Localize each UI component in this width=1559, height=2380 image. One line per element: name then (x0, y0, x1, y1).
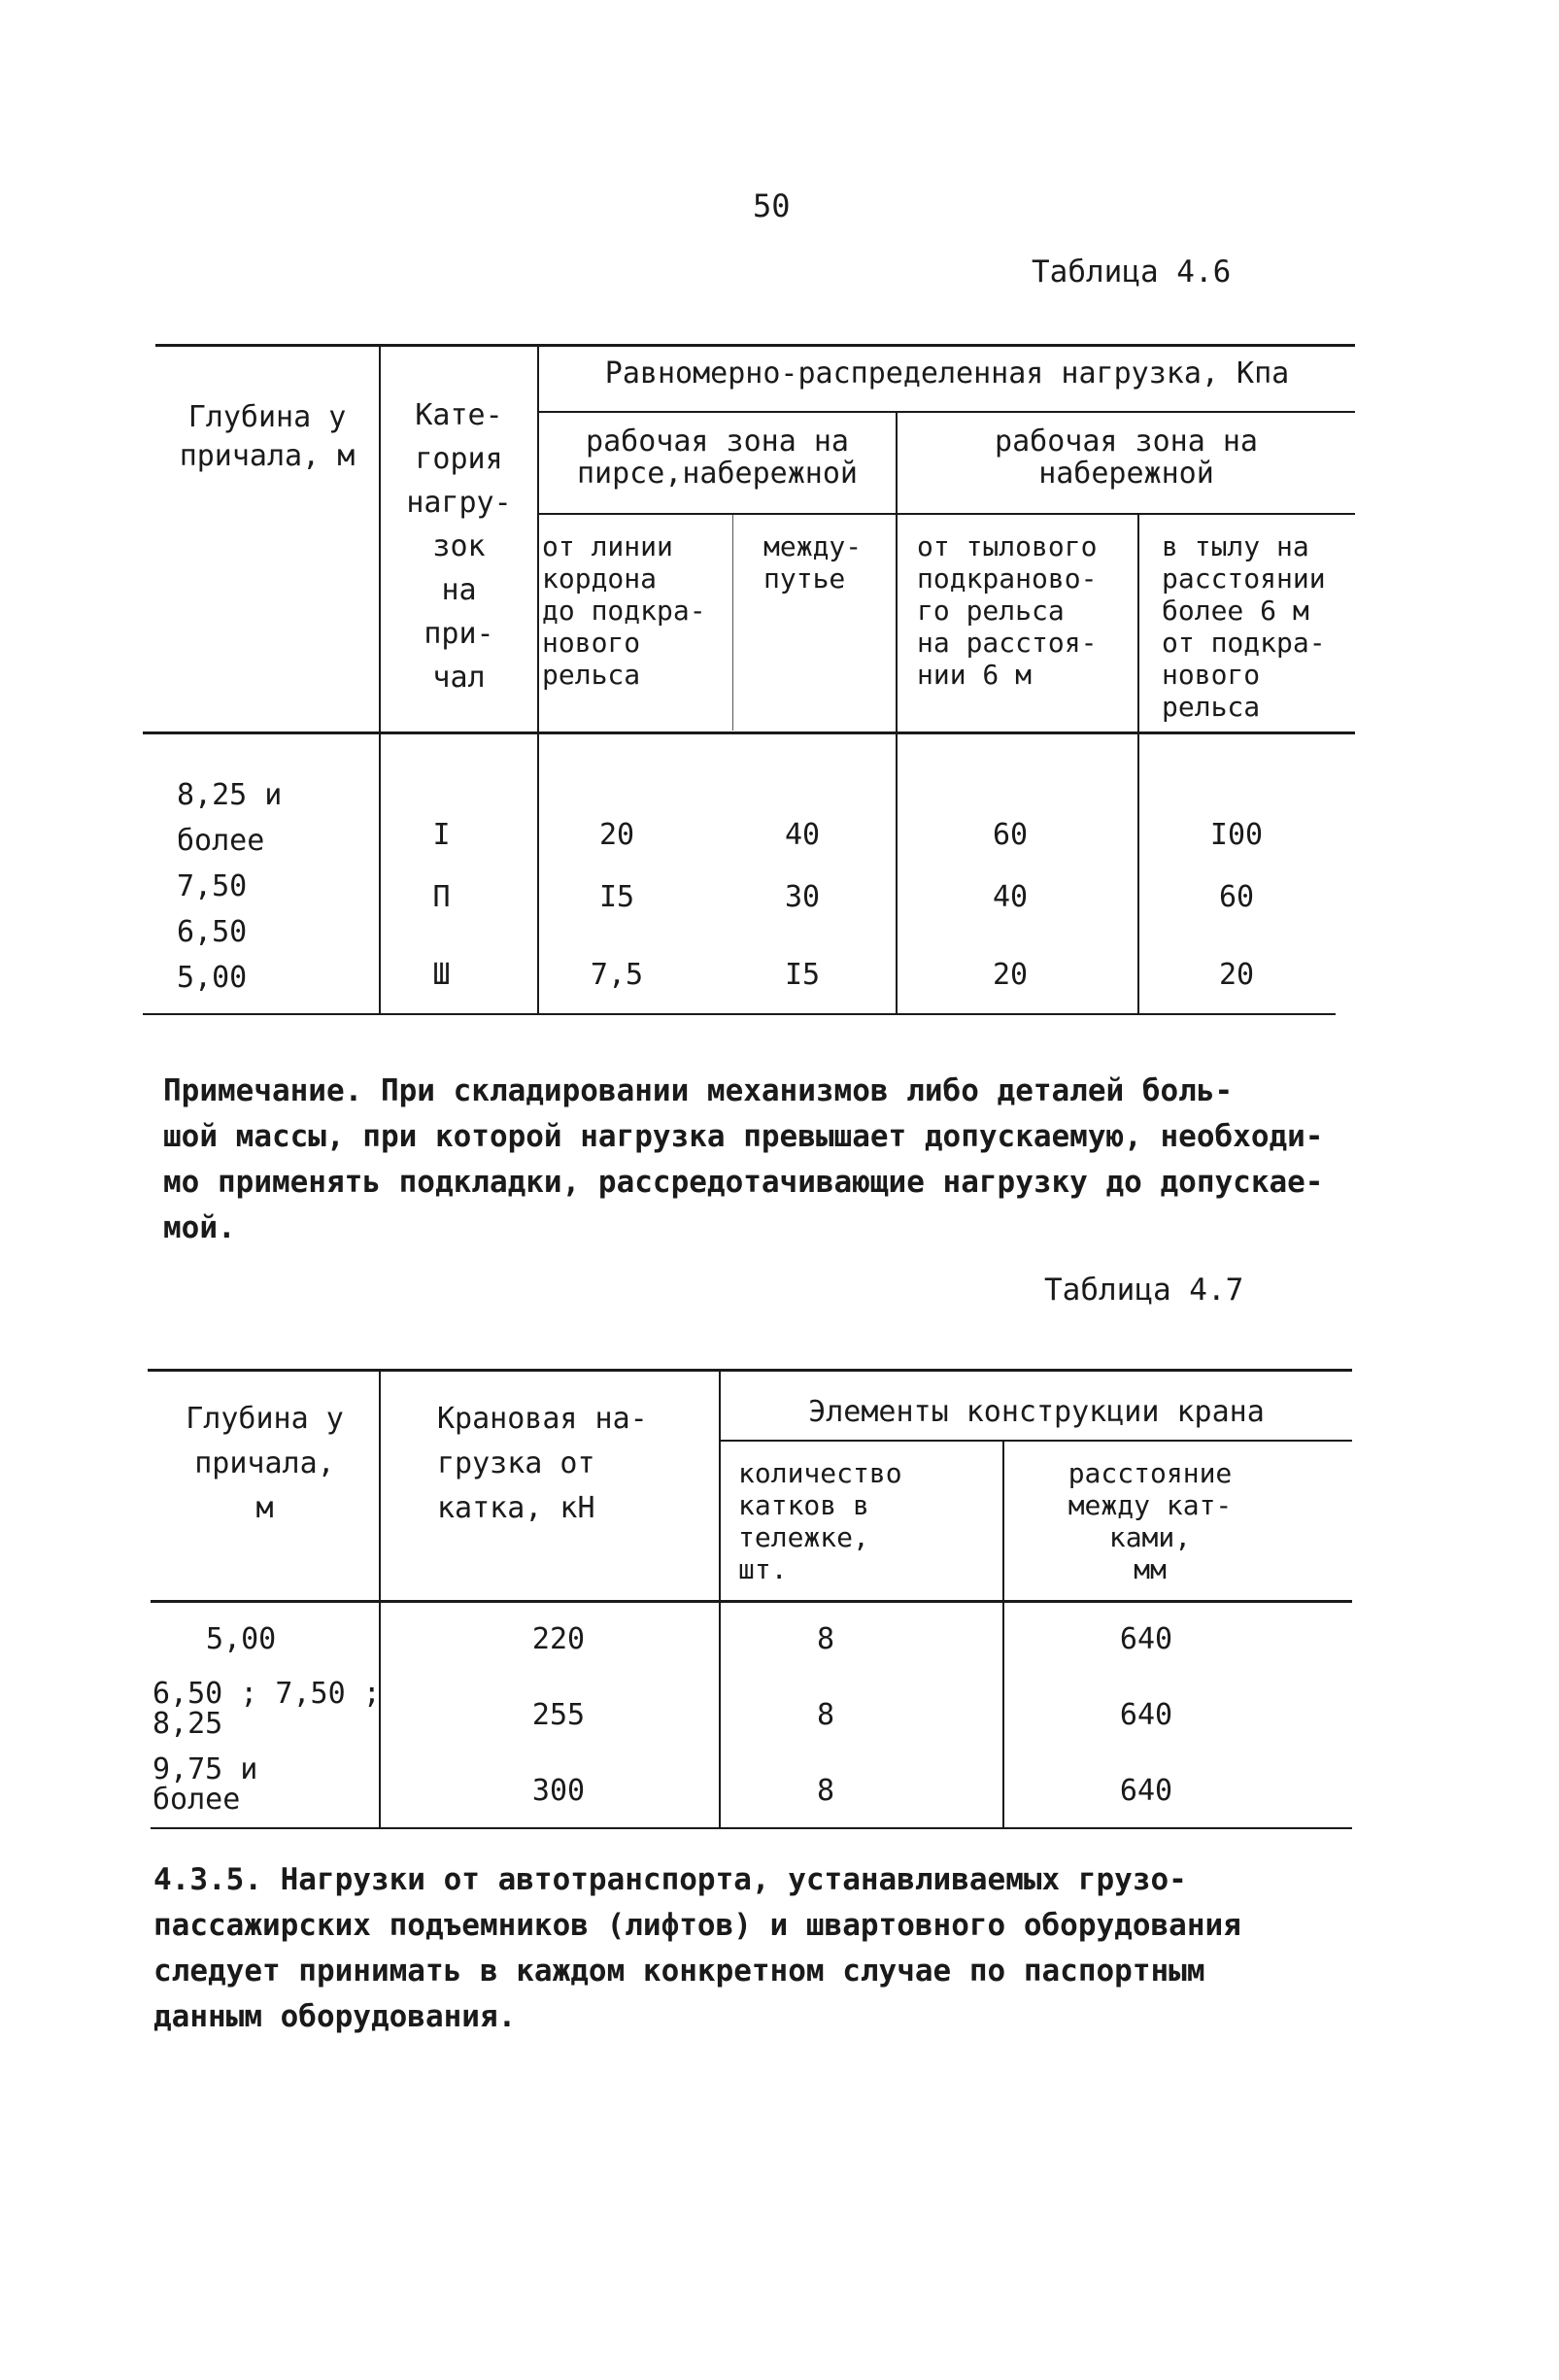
load-cell: 300 (531, 1774, 586, 1808)
table-4-6-zone-rule (537, 513, 1355, 515)
depth-cell: 5,00 (206, 1622, 277, 1656)
table-4-6-vrule-5 (1137, 515, 1139, 1013)
table-4-6-vrule-4 (732, 515, 733, 731)
depth-cell: 6,50 ; 7,50 ; 8,25 (153, 1677, 381, 1741)
clause-4-3-5: 4.3.5. Нагрузки от автотранспорта, устанавливаемых грузо- пассажирских подъемников (лифтов) и швартовного оборудования следует принимать в каждом конкретном случае по паспортным данным оборудования. (153, 1862, 1241, 2034)
category-cell: П (432, 880, 451, 914)
value-cell: 30 (784, 880, 821, 914)
load-cell: 220 (531, 1622, 586, 1656)
table-4-7-elements-rule (719, 1440, 1352, 1442)
table-4-6-header-from-kordon: от линии кордона до подкра- нового рельса (542, 530, 706, 691)
table-row (0, 1754, 1559, 1822)
table-row (0, 958, 1559, 1003)
table-4-6-header-beyond-6m: в тылу на расстоянии более 6 м от подкра- нового рельса (1162, 530, 1326, 723)
table-4-6-header-between-tracks: между- путье (763, 530, 863, 595)
table-4-6-header-category: Кате- гория нагру- зок на при- чал (406, 398, 512, 695)
table-4-6-header-depth: Глубина у причала, м (179, 400, 356, 473)
depth-cell: 9,75 и более (153, 1752, 258, 1817)
table-4-7-header-crane-load: Крановая на- грузка от катка, кН (437, 1402, 648, 1525)
table-4-6-depth: 7,50 (177, 869, 248, 903)
table-4-6-header-load: Равномерно-распределенная нагрузка, Кпа (604, 357, 1290, 391)
category-cell: Ш (432, 958, 451, 992)
value-cell: 20 (1218, 958, 1255, 992)
spacing-cell: 640 (1119, 1774, 1173, 1808)
page-number: 50 (753, 187, 791, 224)
value-cell: 40 (784, 818, 821, 852)
spacing-cell: 640 (1119, 1622, 1173, 1656)
table-4-6-depth: 5,00 (177, 961, 248, 995)
value-cell: 20 (598, 818, 635, 852)
value-cell: 7,5 (590, 958, 644, 992)
value-cell: I5 (598, 880, 635, 914)
table-4-6-header-pier-zone: рабочая зона на пирсе,набережной (577, 425, 858, 491)
load-cell: 255 (531, 1698, 586, 1732)
table-4-7-header-wheel-spacing: расстояние между кат- ками, мм (1068, 1457, 1233, 1585)
table-4-6-top-rule (155, 344, 1355, 347)
value-cell: 20 (992, 958, 1029, 992)
table-4-6-depth: 8,25 и (177, 778, 283, 812)
table-4-6-caption: Таблица 4.6 (1032, 255, 1232, 289)
table-4-7-header-elements: Элементы конструкции крана (808, 1395, 1265, 1429)
table-4-7-header-depth: Глубина у причала, м (186, 1402, 344, 1525)
count-cell: 8 (816, 1622, 835, 1656)
table-4-6-depth: 6,50 (177, 915, 248, 949)
value-cell: I5 (784, 958, 821, 992)
table-row (0, 1622, 1559, 1668)
value-cell: 60 (992, 818, 1029, 852)
value-cell: I00 (1209, 818, 1264, 852)
value-cell: 60 (1218, 880, 1255, 914)
table-4-6-header-rule (143, 731, 1355, 734)
table-4-7-top-rule (148, 1369, 1352, 1372)
note-paragraph: Примечание. При складировании механизмов либо деталей боль- шой массы, при которой нагрузка превышает допускаемую, необходи- мо применять подкладки, рассредотачивающие нагрузку до допускае- мой. (163, 1073, 1324, 1245)
table-4-7-header-rule (151, 1600, 1352, 1603)
table-4-6-depth: более (177, 824, 265, 858)
table-row (0, 880, 1559, 926)
table-4-6-load-rule (537, 411, 1355, 413)
table-4-6-bottom-rule (143, 1013, 1336, 1015)
table-4-7-caption: Таблица 4.7 (1044, 1273, 1244, 1308)
value-cell: 40 (992, 880, 1029, 914)
spacing-cell: 640 (1119, 1698, 1173, 1732)
count-cell: 8 (816, 1698, 835, 1732)
count-cell: 8 (816, 1774, 835, 1808)
table-row (0, 1679, 1559, 1747)
table-4-6-header-quay-zone: рабочая зона на набережной (995, 425, 1258, 491)
table-row (0, 818, 1559, 864)
table-4-7-header-wheel-count: количество катков в тележке, шт. (738, 1457, 902, 1585)
table-4-7-bottom-rule (151, 1827, 1352, 1829)
table-4-6-header-from-rear-rail: от тылового подкраново- го рельса на расстоя- нии 6 м (917, 530, 1098, 691)
category-cell: I (432, 818, 451, 852)
